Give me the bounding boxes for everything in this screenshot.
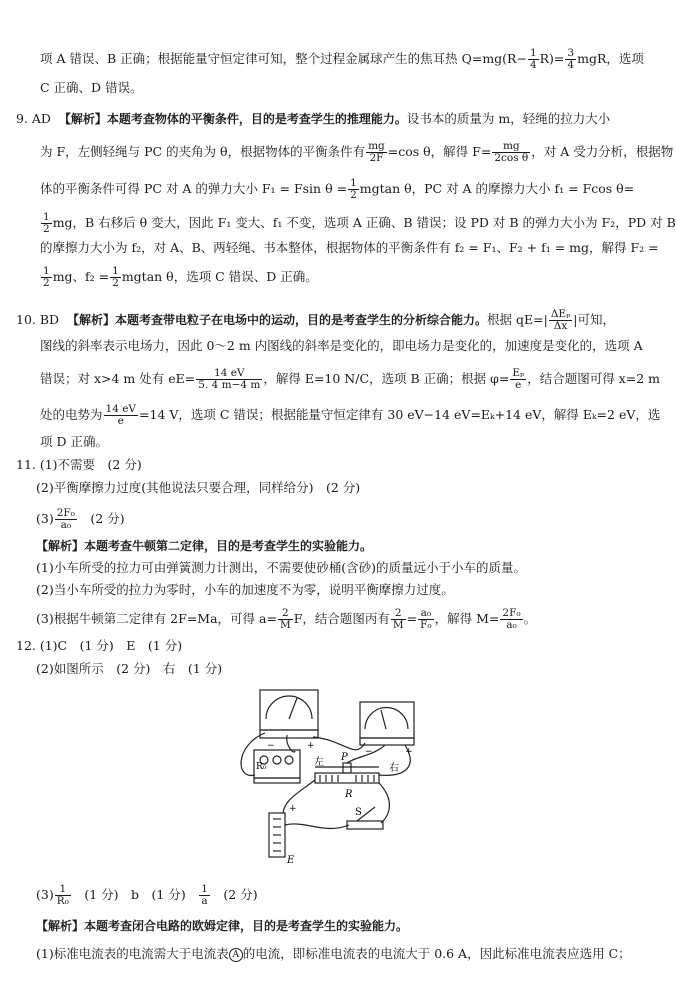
fraction: $\frac{2}{M}$ (279, 607, 291, 631)
fraction: $\frac{1}{2}$ (350, 177, 357, 201)
label-r: R (345, 789, 353, 800)
fraction: $\frac{\text{2F₀}}{\text{a₀}}$ (502, 607, 521, 631)
text-line: 图线的斜率表示电场力，因此 0～2 m 内图线的斜率是变化的，即电场力是变化的，加速度是变化的，选项 A (40, 338, 643, 353)
fraction: $\frac{\text{Eₚ}}{e}$ (512, 367, 525, 391)
rheostat-slider (343, 763, 351, 773)
fraction: $\frac{1}{2}$ (43, 265, 50, 289)
label-left: 左 (314, 757, 324, 768)
ammeter-needle (289, 698, 297, 719)
fraction: $\frac{14 eV}{5. 4 m-4 m}$ (198, 367, 261, 391)
fraction: $\frac{2}{M}$ (392, 607, 404, 631)
text-line: 的摩擦力大小为 f₂，对 A、B、两轻绳、书本整体，根据物体的平衡条件有 f₂ = F₁、F₂ + f₁ = mg，解得 F₂ = (40, 240, 659, 255)
text-line: (2)如图所示 (2 分) 右 (1 分) (36, 661, 223, 676)
text-line: (1)标准电流表的电流需大于电流表 A 的电流，即标准电流表的电流大于 0.6 A，因此标准电流表应选用 C； (36, 946, 631, 961)
resistance-knob (273, 756, 281, 764)
ammeter-symbol: A (229, 948, 243, 962)
fraction: $\frac{14 eV}{e}$ (105, 403, 137, 427)
text-line: 项 A 错误、B 正确；根据能量守恒定律可知，整个过程金属球产生的焦耳热 Q=mg(R− $\frac{1}{4}$ R)= $\frac{3}{4}$ mgR，选项 (40, 47, 644, 71)
text-line: (3) $\frac{1}{\text{R₀}}$ (1 分) b (1 分) $\frac{1}{a}$ (2 分) (36, 883, 258, 907)
text-line: (3)根据牛顿第二定律有 2F=Ma，可得 a= $\frac{2}{M}$ F，结合题图丙有 $\frac{2}{M}$ = $\frac{\text{a₀}}{\text{F₀}}$ ，解得 M= $\frac{\text{2F₀}}{\text{a₀}}$ 。 (36, 607, 537, 631)
question-12-answer: 12. (1)C (1 分) E (1 分) (16, 638, 183, 653)
label-e: E (287, 855, 295, 866)
text-line: 为 F，左侧轻绳与 PC 的夹角为 θ，根据物体的平衡条件有 $\frac{mg}{2F}$ =cos θ，解得 F= $\frac{mg}{\text{2cos θ}}$ ，对 A 受力分析，根据物 (40, 140, 674, 164)
text-line: (1)小车所受的拉力可由弹簧测力计测出，不需要使砂桶(含砂)的质量远小于小车的质量。 (36, 560, 526, 575)
question-10-header: 10. BD 【解析】本题考查带电粒子在电场中的运动，目的是考查学生的分析综合能力。根据 qE=| $\frac{\text{ΔEₚ}}{\Delta x}$ |可知， (16, 308, 615, 332)
switch-base (347, 821, 383, 829)
ammeter-dial (266, 696, 312, 719)
text-line: (2)平衡摩擦力过度(其他说法只要合理，同样给分) (2 分) (36, 480, 361, 495)
fraction: $\frac{\text{a₀}}{\text{F₀}}$ (420, 607, 432, 631)
fraction: $\frac{1}{2}$ (112, 265, 119, 289)
fraction: $\frac{1}{a}$ (201, 883, 208, 907)
fraction: $\frac{1}{\text{R₀}}$ (56, 883, 69, 907)
fraction: $\frac{1}{2}$ (43, 211, 50, 235)
fraction: $\frac{mg}{2F}$ (368, 140, 385, 164)
text-line: C 正确、D 错误。 (40, 80, 143, 95)
wire (313, 737, 365, 750)
terminal-plus: + (289, 804, 297, 814)
voltmeter-needle (381, 710, 386, 729)
fraction: $\frac{mg}{\text{2cos θ}}$ (494, 140, 529, 164)
label-p: P (341, 752, 348, 763)
voltmeter-dial (365, 708, 408, 730)
voltmeter-base (360, 738, 414, 745)
fraction: $\frac{\text{2F₀}}{\text{a₀}}$ (56, 507, 75, 531)
text-line: (2)当小车所受的拉力为零时，小车的加速度不为零，说明平衡摩擦力过度。 (36, 582, 454, 597)
question-11-answer: 11. (1)不需要 (2 分) (16, 457, 142, 472)
label-s: S (355, 807, 362, 818)
text-line: (3) $\frac{\text{2F₀}}{\text{a₀}}$ (2 分) (36, 507, 125, 531)
fraction: $\frac{\text{ΔEₚ}}{\Delta x}$ (550, 308, 571, 332)
question-9-header: 9. AD 【解析】本题考查物体的平衡条件，目的是考查学生的推理能力。设书本的质量为 m，轻绳的拉力大小 (16, 111, 611, 126)
label-right: 右 (389, 763, 399, 774)
text-line: 错误；对 x>4 m 处有 eE= $\frac{14 eV}{5. 4 m-4 m}$ ，解得 E=10 N/C，选项 B 正确；根据 φ= $\frac{\text{Eₚ}}{e}$ ，结合题图可得 x=2 m (40, 367, 660, 391)
wire (379, 783, 389, 823)
rheostat-coil (315, 773, 379, 783)
terminal-minus: − (365, 747, 373, 757)
text-line: $\frac{1}{2}$ mg，B 右移后 θ 变大，因此 F₁ 变大、f₁ 不变，选项 A 正确、B 错误；设 PD 对 B 的弹力大小为 F₂，PD 对 B (43, 211, 676, 235)
resistance-knob (285, 756, 293, 764)
fraction: $\frac{1}{4}$ (529, 47, 537, 71)
terminal-plus: + (307, 741, 315, 751)
text-line: 体的平衡条件可得 PC 对 A 的弹力大小 F₁ = Fsin θ = $\frac{1}{2}$ mgtan θ，PC 对 A 的摩擦力大小 f₁ = Fcos θ= (40, 177, 635, 201)
circuit-diagram (225, 685, 425, 865)
text-line: $\frac{1}{2}$ mg、f₂ = $\frac{1}{2}$ mgtan θ，选项 C 错误、D 正确。 (43, 265, 318, 289)
text-line: 处的电势为 $\frac{14 eV}{e}$ =14 V，选项 C 错误；根据能量守恒定律有 30 eV−14 eV=Eₖ+14 eV，解得 Eₖ=2 eV，选 (40, 403, 661, 427)
terminal-plus: + (405, 747, 413, 757)
fraction: $\frac{3}{4}$ (567, 47, 575, 71)
wire (283, 780, 315, 813)
wire (285, 824, 349, 829)
text-line: 项 D 正确。 (40, 434, 108, 449)
label-r0: R₀ (256, 762, 267, 772)
analysis-heading: 【解析】本题考查闭合电路的欧姆定律，目的是考查学生的实验能力。 (36, 919, 409, 933)
terminal-minus: − (267, 741, 275, 751)
resistance-box-base (254, 778, 300, 783)
analysis-heading: 【解析】本题考查牛顿第二定律，目的是考查学生的实验能力。 (36, 539, 373, 553)
ammeter-base (260, 730, 318, 738)
